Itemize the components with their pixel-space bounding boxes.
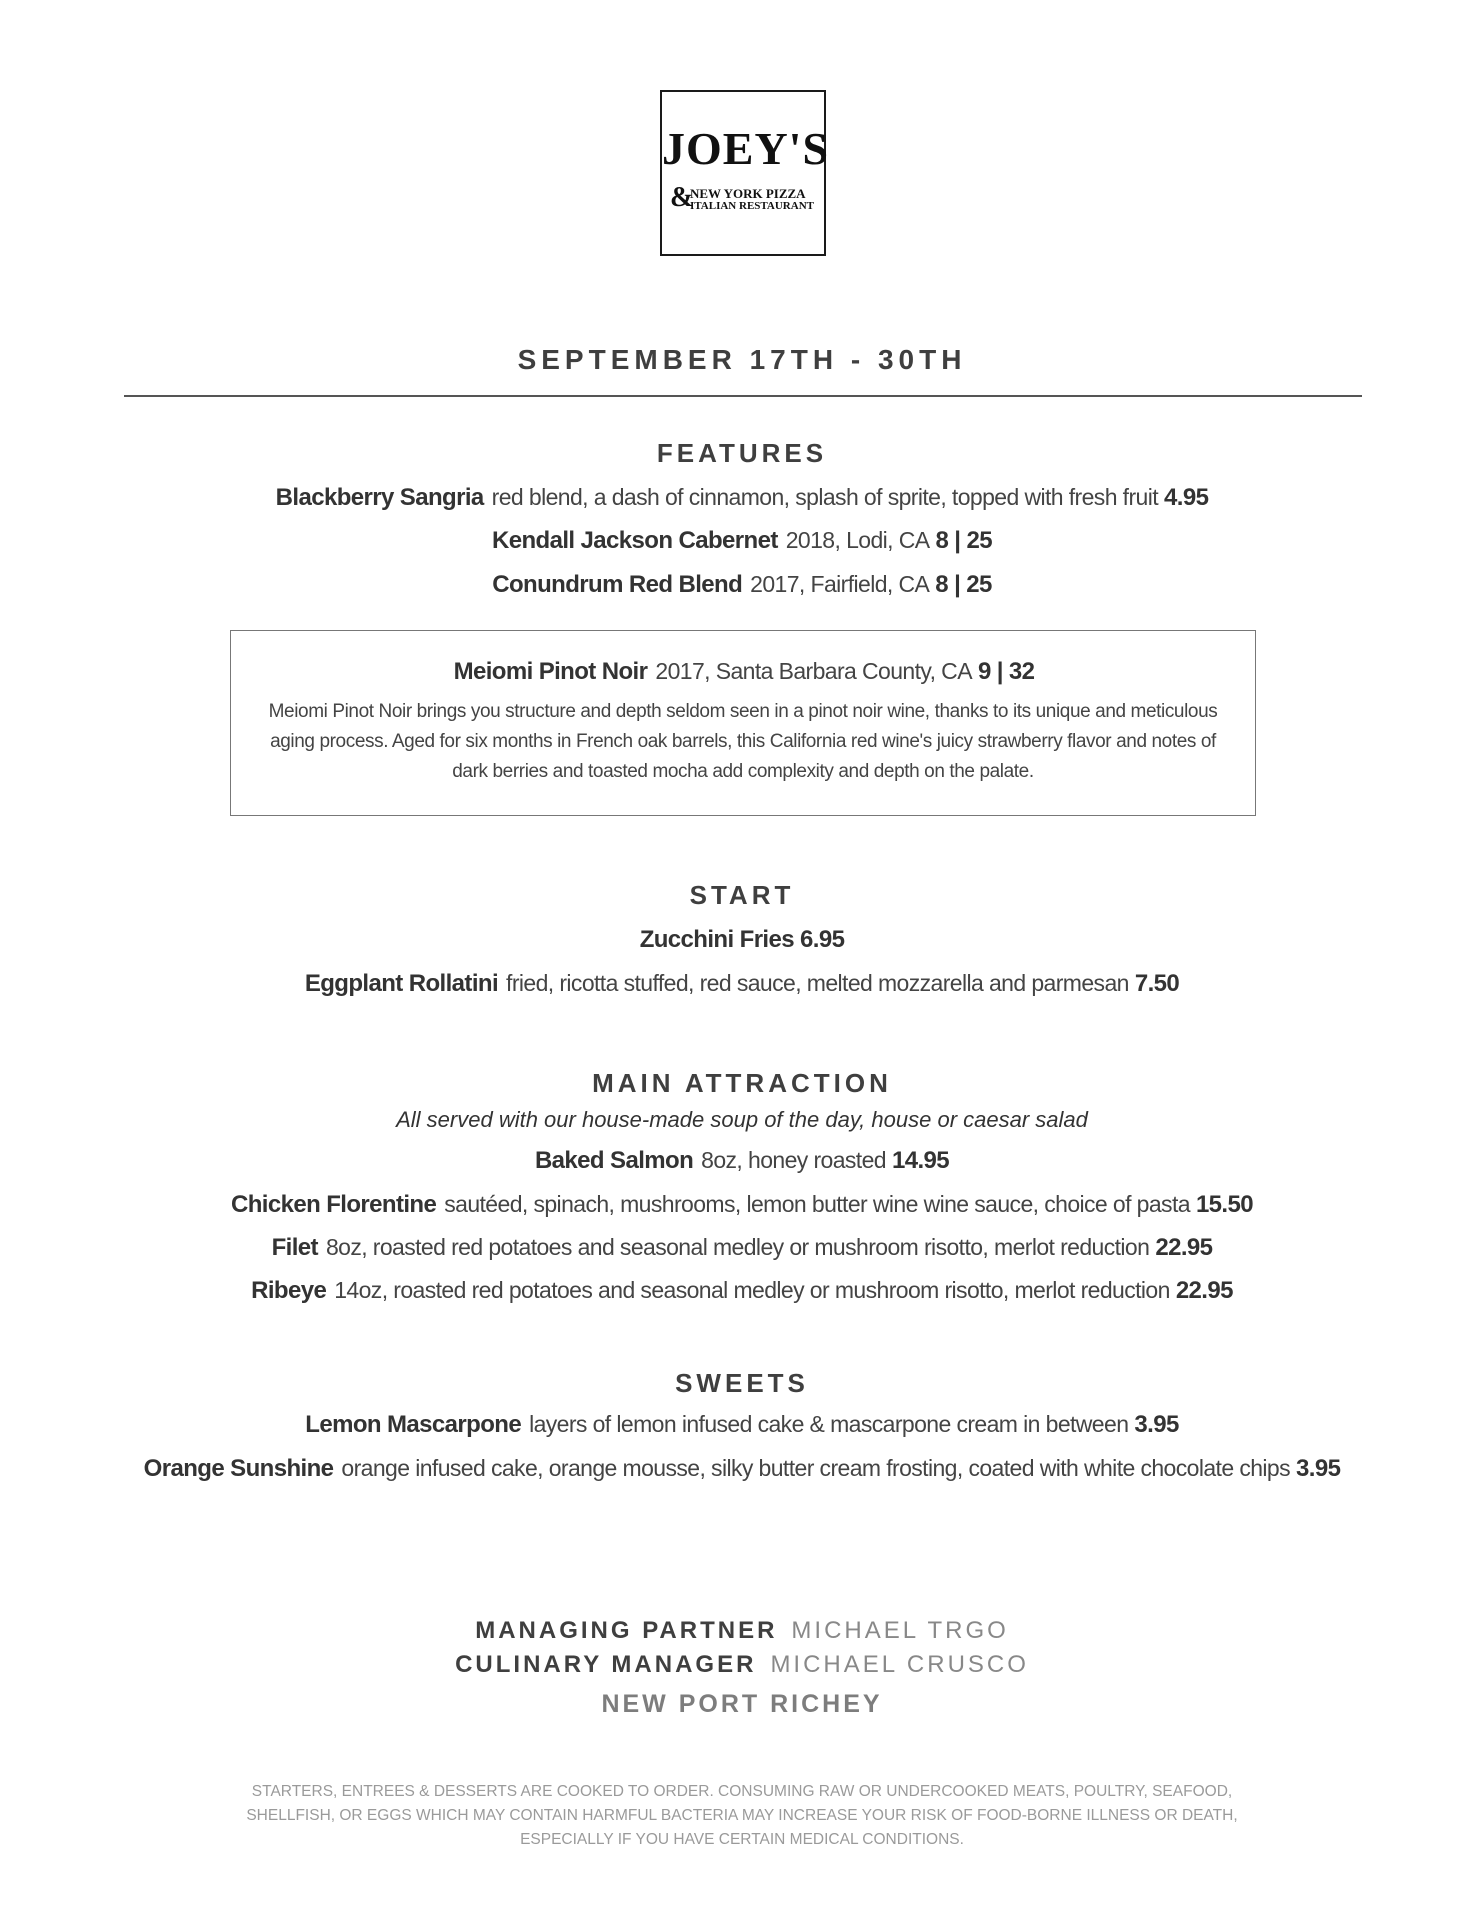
credit-role: MANAGING PARTNER (475, 1617, 778, 1644)
item-description: layers of lemon infused cake & mascarpone cream in between (529, 1411, 1129, 1437)
menu-item (0, 484, 1484, 512)
section-title-features: FEATURES (656, 438, 828, 468)
item-name: Lemon Mascarpone (305, 1411, 522, 1438)
menu-item (0, 1147, 1484, 1175)
featured-wine-box (230, 630, 1256, 816)
location: NEW PORT RICHEY (601, 1690, 883, 1718)
item-name: Filet (271, 1234, 318, 1261)
menu-item (0, 1191, 1484, 1219)
item-name: Meiomi Pinot Noir (453, 658, 648, 685)
food-safety-disclaimer: STARTERS, ENTREES & DESSERTS ARE COOKED TO ORDER. CONSUMING RAW OR UNDERCOOKED MEATS, POULTRY, SEAFOOD, SHELLFISH, OR EGGS WHICH MAY CONTAIN HARMFUL BACTERIA MAY INCREASE YOUR RISK OF FOOD-BORNE ILLNESS OR DEATH, ESPECIALLY IF YOU HAVE CERTAIN MEDICAL CONDITIONS. (246, 1783, 1238, 1848)
logo-name: JOEY'S (662, 123, 830, 174)
logo-line-3: ITALIAN RESTAURANT (690, 200, 814, 212)
item-price: 3.95 (1134, 1411, 1179, 1438)
item-price: 8 | 25 (935, 527, 992, 554)
item-description: orange infused cake, orange mousse, silky butter cream frosting, coated with white chocolate chips (341, 1455, 1291, 1481)
item-description: 8oz, roasted red potatoes and seasonal medley or mushroom risotto, merlot reduction (325, 1234, 1150, 1260)
item-name: Conundrum Red Blend (492, 571, 743, 598)
item-description: fried, ricotta stuffed, red sauce, melted mozzarella and parmesan (506, 970, 1129, 996)
menu-item (0, 970, 1484, 998)
item-description: 8oz, honey roasted (701, 1147, 886, 1173)
credit-role: CULINARY MANAGER (455, 1651, 757, 1678)
item-name: Ribeye (251, 1277, 327, 1304)
item-name: Chicken Florentine (230, 1191, 437, 1218)
credit-line (0, 1617, 1484, 1645)
featured-wine (231, 658, 1257, 686)
section-title-start: START (689, 880, 795, 910)
menu-item (0, 1277, 1484, 1305)
item-price: 15.50 (1195, 1191, 1253, 1218)
credit-line (0, 1651, 1484, 1679)
item-price: 8 | 25 (935, 571, 992, 598)
item-name: Blackberry Sangria (275, 484, 484, 511)
logo-line-2: NEW YORK PIZZA (690, 186, 806, 201)
menu-item (0, 1234, 1484, 1262)
section-title-main: MAIN ATTRACTION (592, 1068, 892, 1098)
featured-wine-description: Meiomi Pinot Noir brings you structure and depth seldom seen in a pinot noir wine, thanks to its unique and meticulous aging process. Aged for six months in French oak barrels, this California red wine's juicy strawberry flavor and notes of dark berries and toasted mocha add complexity and depth on the palate. (268, 701, 1218, 782)
date-range: SEPTEMBER 17TH - 30TH (517, 344, 967, 375)
item-price: 6.95 (800, 926, 845, 953)
item-price: 22.95 (1175, 1277, 1233, 1304)
menu-item (0, 527, 1484, 555)
restaurant-logo (660, 90, 830, 256)
item-price: 3.95 (1296, 1455, 1341, 1482)
menu-item (0, 1455, 1484, 1483)
item-price: 4.95 (1164, 484, 1209, 511)
item-price: 7.50 (1134, 970, 1180, 997)
item-description: 2017, Santa Barbara County, CA (655, 658, 972, 684)
menu-item (0, 571, 1484, 599)
item-description: sautéed, spinach, mushrooms, lemon butter wine wine sauce, choice of pasta (444, 1191, 1190, 1217)
divider (124, 395, 1362, 397)
credit-person: MICHAEL TRGO (791, 1617, 1009, 1644)
menu-item (0, 926, 1484, 954)
item-name: Orange Sunshine (143, 1455, 334, 1482)
item-price: 14.95 (891, 1147, 950, 1174)
item-name: Kendall Jackson Cabernet (492, 527, 778, 554)
logo-ampersand: & (670, 182, 694, 213)
section-subtitle: All served with our house-made soup of the day, house or caesar salad (396, 1107, 1088, 1132)
item-description: red blend, a dash of cinnamon, splash of sprite, topped with fresh fruit (491, 484, 1159, 510)
item-name: Baked Salmon (534, 1147, 694, 1174)
item-description: 14oz, roasted red potatoes and seasonal medley or mushroom risotto, merlot reduction (334, 1277, 1170, 1303)
section-title-sweets: SWEETS (675, 1368, 809, 1398)
item-name: Eggplant Rollatini (304, 970, 499, 997)
credit-person: MICHAEL CRUSCO (770, 1651, 1029, 1678)
item-name: Zucchini Fries (639, 926, 794, 953)
item-price: 22.95 (1155, 1234, 1213, 1261)
item-description: 2017, Fairfield, CA (750, 571, 930, 597)
menu-item (0, 1411, 1484, 1439)
item-price: 9 | 32 (977, 658, 1035, 685)
item-description: 2018, Lodi, CA (785, 527, 930, 553)
